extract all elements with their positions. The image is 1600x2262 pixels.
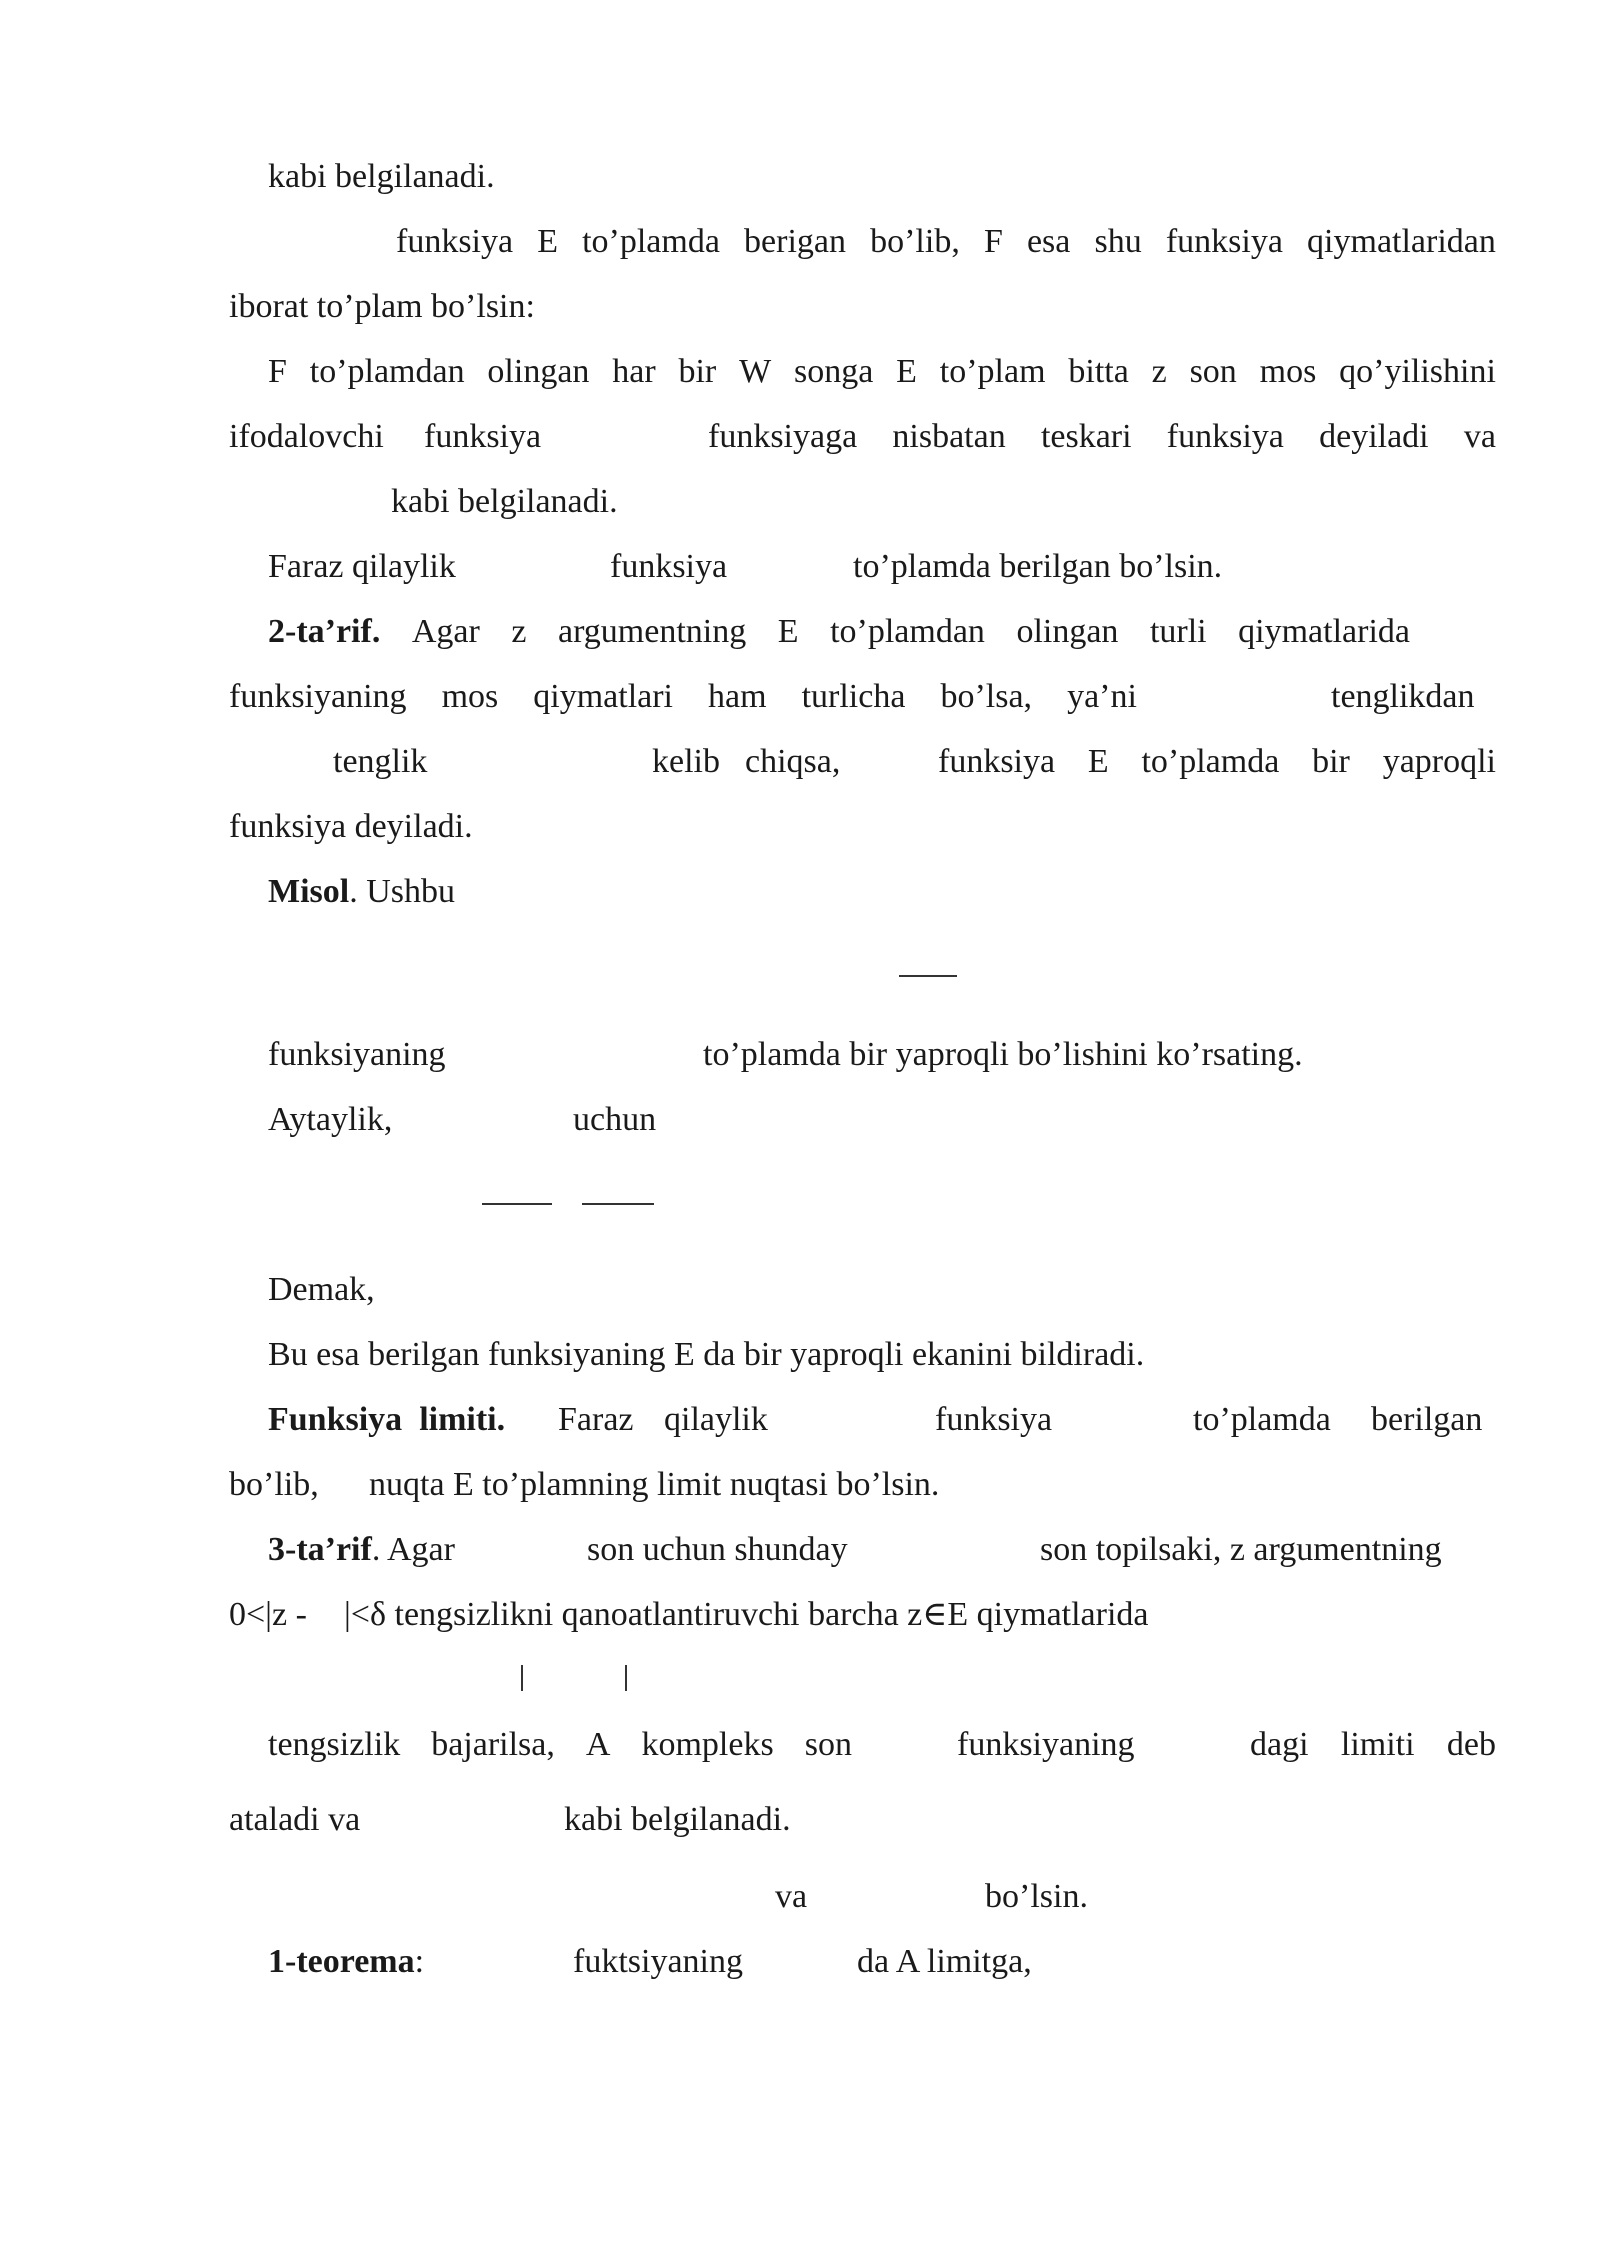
section-heading: limiti. xyxy=(419,1401,506,1438)
paragraph-line xyxy=(268,1530,455,1570)
word: funksiyaga xyxy=(708,418,858,455)
word: son xyxy=(1189,353,1237,390)
word: funksiya xyxy=(610,548,728,585)
fraction-rule xyxy=(899,975,957,977)
word: ifodalovchi xyxy=(229,418,384,455)
word: bo’lib, xyxy=(870,223,960,260)
word: har xyxy=(612,353,656,390)
paragraph-line: funksiya deyiladi. xyxy=(229,808,473,845)
word: F xyxy=(983,223,1003,260)
definition-label: 3-ta’rif xyxy=(268,1531,372,1568)
paragraph-line: nuqta E to’plamning limit nuqtasi bo’lsin. xyxy=(369,1466,940,1503)
paragraph-line: kabi belgilanadi. xyxy=(564,1801,791,1838)
word: bir xyxy=(678,353,717,390)
word: bo’lsa, xyxy=(940,678,1033,715)
paragraph-line xyxy=(938,742,1496,782)
word: qiymatlari xyxy=(533,678,674,715)
word: funksiya xyxy=(935,1401,1053,1438)
word: turli xyxy=(1149,613,1207,650)
word: olingan xyxy=(487,353,590,390)
word: son xyxy=(804,1726,852,1763)
word: E xyxy=(1087,743,1109,780)
word: funksiya xyxy=(396,223,514,260)
word: z xyxy=(1151,353,1167,390)
word: shu xyxy=(1094,223,1142,260)
word: mos xyxy=(1259,353,1317,390)
word: turlicha xyxy=(801,678,906,715)
word: esa xyxy=(1026,223,1071,260)
word: bo’lib, xyxy=(229,1466,319,1503)
word: E xyxy=(537,223,558,260)
word: to’plamdan xyxy=(830,613,985,650)
word: nisbatan xyxy=(892,418,1006,455)
word: berigan xyxy=(744,223,846,260)
word: F xyxy=(268,353,287,390)
word: fuktsiyaning xyxy=(573,1943,743,1980)
word: funksiyaning xyxy=(957,1726,1135,1763)
word: ham xyxy=(708,678,767,715)
paragraph-line: to’plamda bir yaproqli bo’lishini ko’rsating. xyxy=(703,1036,1303,1073)
word: deyiladi xyxy=(1319,418,1429,455)
word: dagi xyxy=(1250,1726,1309,1763)
word: tengsizlik xyxy=(268,1726,401,1763)
word: Agar xyxy=(411,613,480,650)
word: A xyxy=(585,1726,611,1763)
fraction-rule xyxy=(482,1203,552,1205)
word: W xyxy=(739,353,772,390)
word: chiqsa, xyxy=(745,743,841,780)
paragraph-line xyxy=(708,417,1496,457)
word: ya’ni xyxy=(1067,678,1137,715)
word: funksiya xyxy=(424,418,542,455)
word: berilgan xyxy=(1371,1401,1483,1438)
word: yaproqli xyxy=(1382,743,1496,780)
example-label: Misol xyxy=(268,873,350,910)
word: to’plamda berilgan bo’lsin. xyxy=(853,548,1223,585)
word: to’plam xyxy=(939,353,1046,390)
word: Faraz qilaylik xyxy=(268,548,456,585)
word: E xyxy=(896,353,917,390)
paragraph-line xyxy=(1250,1725,1496,1765)
paragraph-line: da A limitga, xyxy=(857,1943,1032,1980)
word: Faraz xyxy=(558,1401,634,1438)
word: to’plamda xyxy=(1141,743,1280,780)
paragraph-line: |<δ tengsizlikni qanoatlantiruvchi barcha z∈E qiymatlarida xyxy=(344,1596,1149,1633)
word: tenglik xyxy=(333,743,428,780)
paragraph-line: son topilsaki, z argumentning xyxy=(1040,1531,1442,1568)
paragraph-line xyxy=(268,872,455,912)
word: mos xyxy=(441,678,499,715)
paragraph-line: kabi belgilanadi. xyxy=(391,483,618,520)
paragraph-line xyxy=(268,612,1410,652)
paragraph-line xyxy=(396,222,1496,262)
word: to’plamda xyxy=(1193,1401,1331,1438)
word: funksiya xyxy=(938,743,1056,780)
word: qiymatlaridan xyxy=(1307,223,1496,260)
word: uchun xyxy=(573,1101,657,1138)
word: qo’yilishini xyxy=(1339,353,1496,390)
theorem-label: 1-teorema xyxy=(268,1943,415,1980)
word: z xyxy=(511,613,527,650)
abs-bar xyxy=(521,1665,523,1691)
word: qiymatlarida xyxy=(1238,613,1410,650)
paragraph-line: iborat to’plam bo’lsin: xyxy=(229,288,535,325)
paragraph-line xyxy=(268,1942,424,1982)
word: funksiya xyxy=(1165,223,1283,260)
definition-label: 2-ta’rif. xyxy=(268,613,381,650)
fraction-rule xyxy=(582,1203,654,1205)
word: limiti xyxy=(1340,1726,1415,1763)
word: funksiya xyxy=(1166,418,1284,455)
word: 0<|z - xyxy=(229,1596,307,1633)
word: tenglikdan xyxy=(1331,678,1475,715)
word: to’plamda xyxy=(582,223,720,260)
word: . Ushbu xyxy=(349,873,456,910)
word: bitta xyxy=(1068,353,1129,390)
word: funksiyaning xyxy=(229,678,407,715)
word: songa xyxy=(794,353,874,390)
word: son uchun shunday xyxy=(587,1531,848,1568)
paragraph-line: kabi belgilanadi. xyxy=(268,158,495,195)
word: va xyxy=(775,1878,808,1915)
word: va xyxy=(1463,418,1496,455)
word: : xyxy=(414,1943,425,1980)
word: deb xyxy=(1446,1726,1496,1763)
paragraph-line xyxy=(268,352,1496,392)
word: bajarilsa, xyxy=(431,1726,555,1763)
word: . Agar xyxy=(371,1531,455,1568)
paragraph-line xyxy=(268,1725,852,1765)
section-heading: Funksiya xyxy=(268,1401,403,1438)
word: kelib xyxy=(652,743,720,780)
word: qilaylik xyxy=(664,1401,768,1438)
paragraph-line xyxy=(229,677,1137,717)
word: bir xyxy=(1312,743,1350,780)
word: argumentning xyxy=(557,613,747,650)
word: olingan xyxy=(1016,613,1119,650)
word: kompleks xyxy=(641,1726,774,1763)
word: E xyxy=(777,613,799,650)
paragraph-line xyxy=(268,1400,505,1440)
word: Aytaylik, xyxy=(268,1101,393,1138)
paragraph-line: Demak, xyxy=(268,1271,375,1308)
paragraph-line: Bu esa berilgan funksiyaning E da bir yaproqli ekanini bildiradi. xyxy=(268,1336,1145,1373)
word: ataladi va xyxy=(229,1801,361,1838)
abs-bar xyxy=(625,1665,627,1691)
word: teskari xyxy=(1040,418,1132,455)
word: funksiyaning xyxy=(268,1036,446,1073)
word: to’plamdan xyxy=(309,353,465,390)
word: bo’lsin. xyxy=(985,1878,1088,1915)
